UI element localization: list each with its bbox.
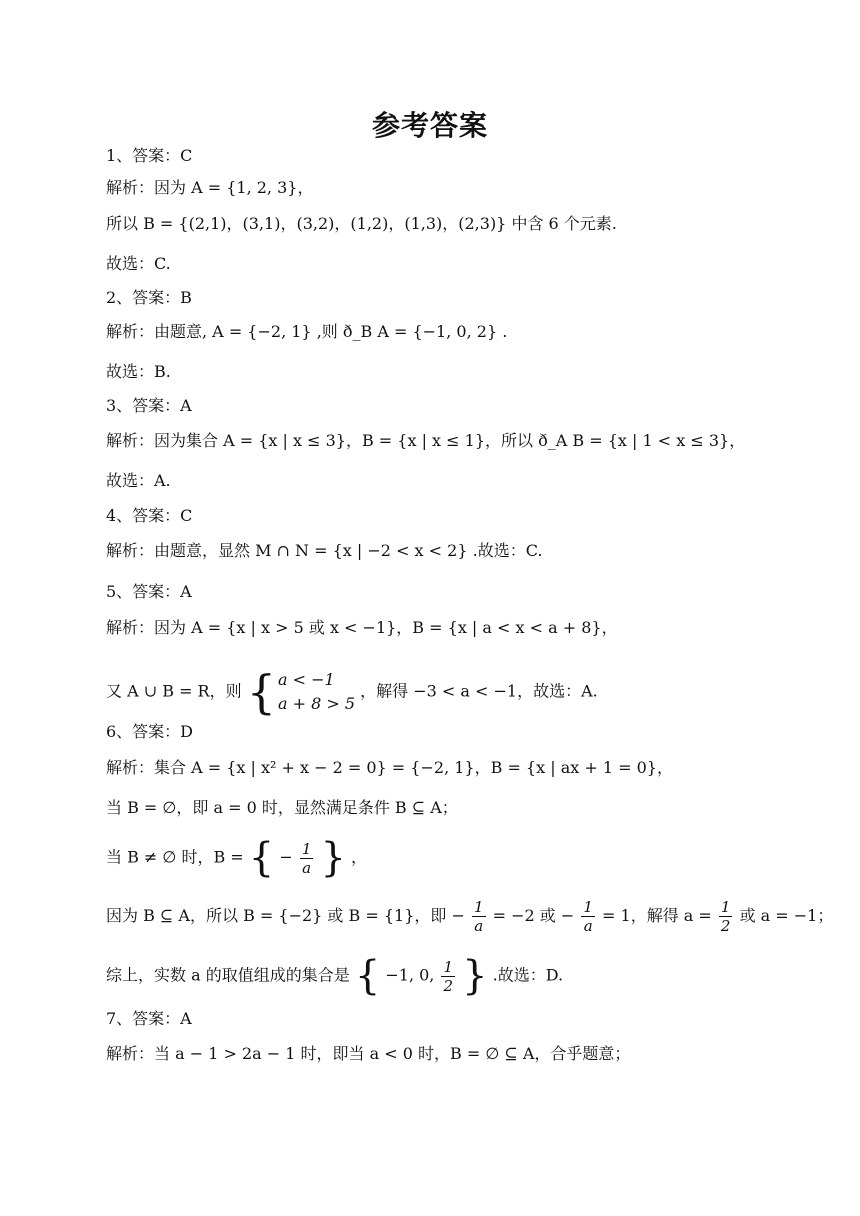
cases-prefix: 因为 B ⊆ A，所以 B = {−2} 或 B = {1}，即 − <box>106 906 465 925</box>
text-line: 所以 B = {(2,1)，(3,1)，(3,2)，(1,2)，(1,3)，(2,3)} 中含 6 个元素. <box>106 214 617 233</box>
text-line: 4、答案：C <box>106 506 193 525</box>
conclusion-prefix: 综上，实数 a 的取值组成的集合是 <box>106 965 350 985</box>
text-line: 故选：C. <box>106 254 171 273</box>
text-line: 5、答案：A <box>106 582 192 601</box>
cases-suffix: 或 a = −1； <box>739 906 834 925</box>
system-brace: { <box>246 665 276 719</box>
fraction-2: $\frac{1}{a}$ <box>583 898 593 935</box>
text-line: 解析：由题意, A = {−2, 1} ,则 ð_B A = {−1, 0, 2} . <box>106 322 508 341</box>
fraction-3: $\frac{1}{2}$ <box>720 898 731 935</box>
system-row-1: a < −1 <box>277 670 335 689</box>
set-right-brace: } <box>462 953 488 999</box>
text-line: 1、答案：C <box>106 146 193 165</box>
answer-6-nonempty-line <box>106 835 368 881</box>
system-row-2: a + 8 > 5 <box>277 694 356 713</box>
set-right-brace: } <box>320 835 346 881</box>
text-line: 解析：当 a − 1 > 2a − 1 时，即当 a < 0 时，B = ∅ ⊆ A，合乎题意； <box>106 1044 631 1063</box>
minus-sign: − <box>279 847 293 867</box>
text-line: 2、答案：B <box>106 288 192 307</box>
fraction-1: $\frac{1}{a}$ <box>473 898 484 935</box>
text-line: 解析：因为 A = {x | x > 5 或 x < −1}，B = {x | a < x < a + 8}， <box>106 618 618 637</box>
text-line: 解析：集合 A = {x | x² + x − 2 = 0} = {−2, 1}，B = {x | ax + 1 = 0}， <box>106 758 673 777</box>
fraction: $\frac{1}{2}$ <box>443 957 454 995</box>
answer-6-conclusion-line <box>106 953 564 999</box>
system-prefix: 又 A ∪ B = R，则 <box>106 681 242 701</box>
text-line: 解析：由题意，显然 M ∩ N = {x | −2 < x < 2} .故选：C. <box>106 541 543 560</box>
text-line: 故选：A. <box>106 471 171 490</box>
fraction: $\frac{1}{a}$ <box>301 839 312 877</box>
text-line: 解析：因为集合 A = {x | x ≤ 3}，B = {x | x ≤ 1}，所以 ð_A B = {x | 1 < x ≤ 3}， <box>106 431 746 450</box>
text-line: 解析：因为 A = {1, 2, 3}， <box>106 178 314 197</box>
text-line: 当 B = ∅，即 a = 0 时，显然满足条件 B ⊆ A； <box>106 798 458 817</box>
text-line: 3、答案：A <box>106 396 192 415</box>
text-line: 7、答案：A <box>106 1009 192 1028</box>
answer-6-cases-line <box>106 898 833 935</box>
inequality-system <box>246 665 356 719</box>
conclusion-suffix: .故选：D. <box>492 965 564 985</box>
set-left-brace: { <box>248 835 275 881</box>
nonempty-prefix: 当 B ≠ ∅ 时，B = <box>106 847 244 867</box>
answer-5-system-line <box>106 665 598 719</box>
text-line: 故选：B. <box>106 362 171 381</box>
system-suffix: ，解得 −3 < a < −1，故选：A. <box>360 681 598 701</box>
set-elements: −1, 0, <box>385 965 435 985</box>
text-line: 6、答案：D <box>106 722 194 741</box>
nonempty-suffix: ， <box>351 847 368 867</box>
set-left-brace: { <box>354 953 381 999</box>
page-title: 参考答案 <box>371 109 488 142</box>
cases-mid-2: = 1，解得 a = <box>602 906 712 925</box>
cases-mid-1: = −2 或 − <box>492 906 575 925</box>
